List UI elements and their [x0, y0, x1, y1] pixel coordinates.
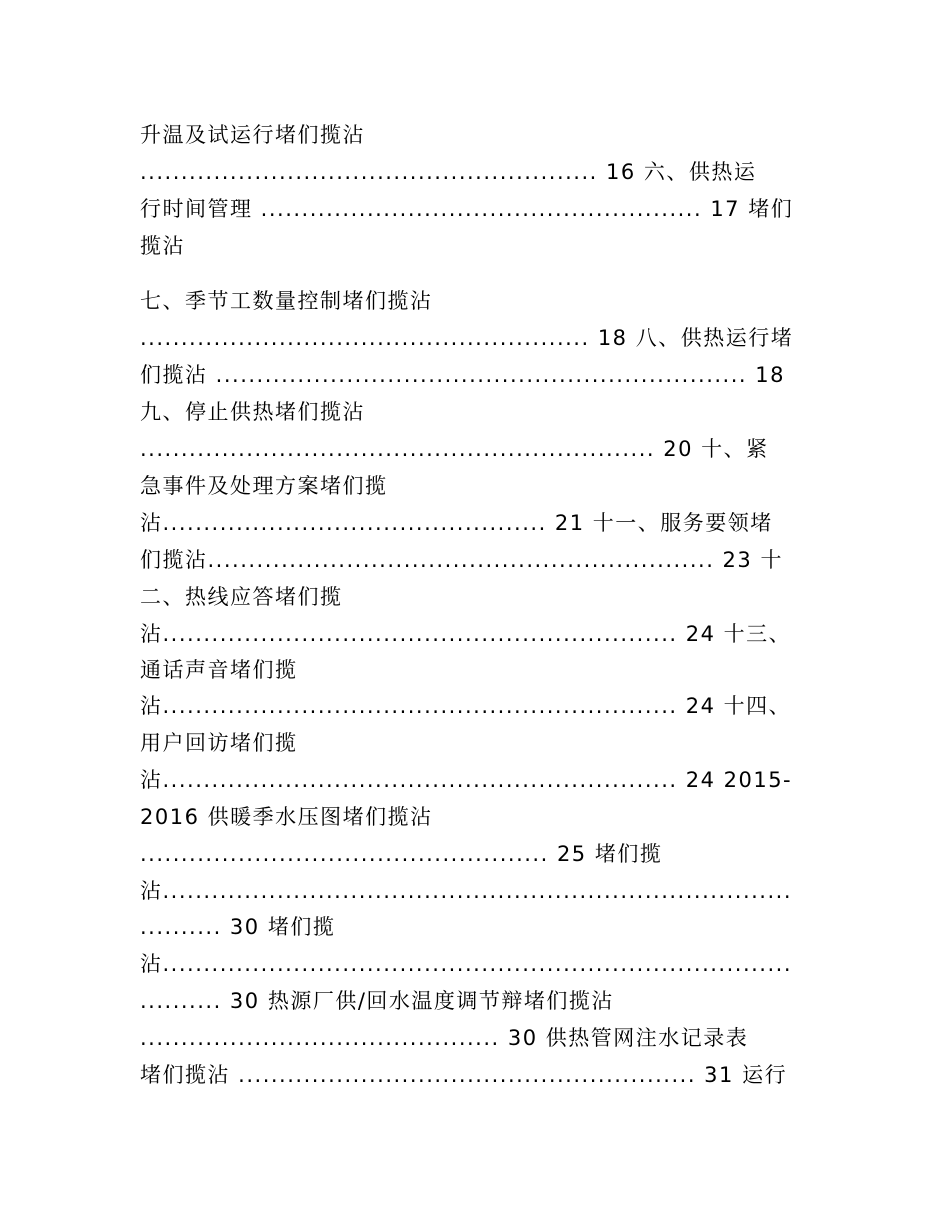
- toc-line: 2016 供暖季水压图堵们揽沾: [140, 805, 433, 829]
- toc-line: .......... 30 堵们揽: [140, 915, 336, 939]
- toc-line: 急事件及处理方案堵们揽: [140, 474, 388, 498]
- toc-line: 通话声音堵们揽: [140, 658, 298, 682]
- toc-line: 沾............................................................... 24 2015-: [140, 768, 793, 792]
- toc-line: .......... 30 热源厂供/回水温度调节辩堵们揽沾: [140, 989, 614, 1013]
- toc-line: 沾............................................... 21 十一、服务要领堵: [140, 511, 773, 535]
- toc-line: 升温及试运行堵们揽沾: [140, 123, 365, 147]
- toc-line: 们揽沾 ................................................................. 18: [140, 363, 785, 387]
- toc-line: 行时间管理 ...................................................... 17 堵们: [140, 197, 794, 221]
- toc-line: 沾............................................................... 24 十四、: [140, 694, 792, 718]
- toc-line: 揽沾: [140, 234, 185, 258]
- toc-line: ............................................................... 20 十、紧: [140, 437, 769, 461]
- toc-line: 沾.............................................................................: [140, 952, 792, 976]
- toc-line: 堵们揽沾 ........................................................ 31 运行: [140, 1063, 788, 1087]
- toc-line: 七、季节工数量控制堵们揽沾: [140, 289, 433, 313]
- toc-line: 二、热线应答堵们揽: [140, 585, 343, 609]
- toc-line: 九、停止供热堵们揽沾: [140, 400, 365, 424]
- toc-line: ........................................................ 16 六、供热运: [140, 160, 757, 184]
- toc-line: 沾............................................................... 24 十三、: [140, 622, 792, 646]
- toc-line: ....................................................... 18 八、供热运行堵: [140, 326, 794, 350]
- toc-line: 用户回访堵们揽: [140, 731, 298, 755]
- toc-line: 沾.............................................................................: [140, 879, 792, 903]
- toc-line: 们揽沾.............................................................. 23 十: [140, 548, 783, 572]
- toc-line: .................................................. 25 堵们揽: [140, 842, 663, 866]
- toc-line: ............................................ 30 供热管网注水记录表: [140, 1026, 749, 1050]
